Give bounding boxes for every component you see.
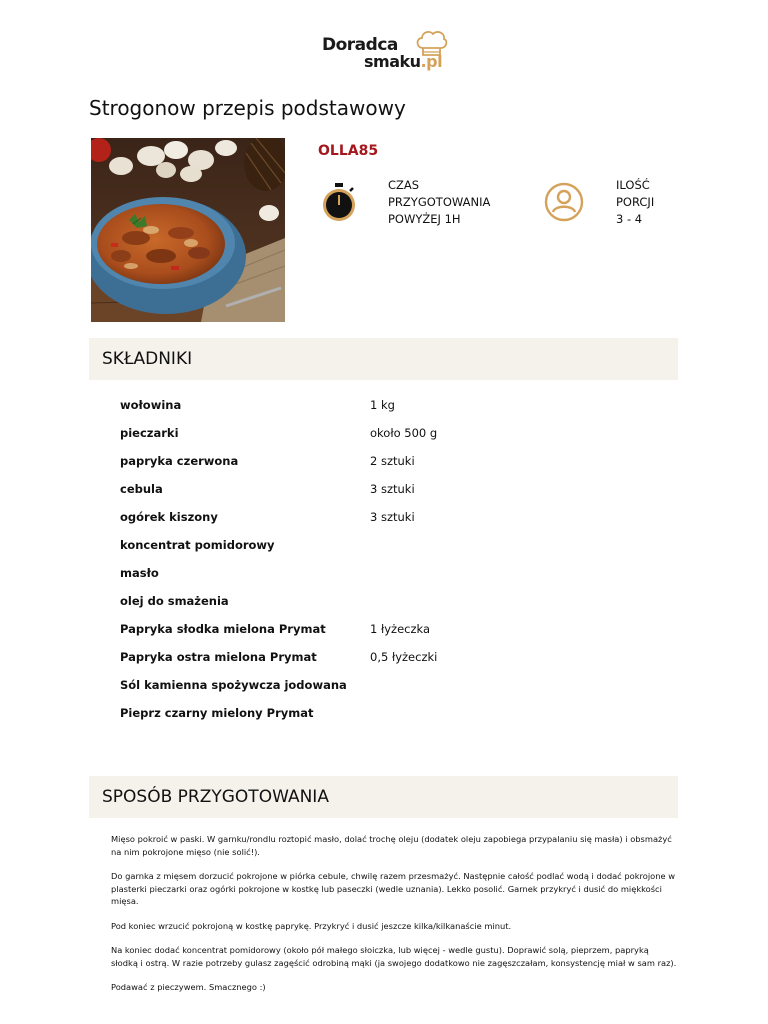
ingredient-name: Sól kamienna spożywcza jodowana — [120, 678, 347, 692]
ingredient-row — [120, 587, 640, 615]
ingredient-qty: 3 sztuki — [370, 510, 415, 524]
ingredients-title: SKŁADNIKI — [102, 349, 193, 369]
ingredient-qty: 1 łyżeczka — [370, 622, 431, 636]
stroganoff-bowl-photo — [91, 138, 285, 322]
ingredient-qty: 2 sztuki — [370, 454, 415, 468]
prep-time-info: CZAS PRZYGOTOWANIA POWYŻEJ 1H — [388, 178, 491, 226]
ingredient-row — [120, 699, 640, 727]
chef-hat-icon — [414, 28, 448, 58]
method-step: Na koniec dodać koncentrat pomidorowy (około pół małego słoiczka, lub więcej - wedle gustu). Doprawić solą, pieprzem, papryką słodką i ostrą. W razie potrzeby gulasz zagęścić odrobiną mąki (ja swojego dodatkowo nie zagęszczałam, konsystencję miał w sam raz). — [111, 945, 677, 968]
recipe-author[interactable]: OLLA85 — [318, 143, 379, 159]
method-step: Do garnka z mięsem dorzucić pokrojone w piórka cebule, chwilę razem przesmażyć. Następnie całość podlać wodą i dodać pokrojone w plasterki pieczarki oraz ogórki pokrojone w kostkę lub paseczki (wedle uznania). Lekko posolić. Garnek przykryć i dusić do miękkości mięsa. — [111, 871, 676, 906]
ingredient-row — [120, 643, 640, 671]
ingredient-name: Papryka słodka mielona Prymat — [120, 622, 326, 636]
ingredient-row — [120, 531, 640, 559]
site-logo[interactable] — [322, 28, 452, 74]
method-step: Podawać z pieczywem. Smacznego :) — [111, 982, 266, 992]
ingredient-row — [120, 503, 640, 531]
recipe-photo — [91, 138, 285, 322]
ingredient-name: Papryka ostra mielona Prymat — [120, 650, 317, 664]
recipe-title: Strogonow przepis podstawowy — [89, 96, 406, 120]
ingredient-name: pieczarki — [120, 426, 179, 440]
ingredient-qty: około 500 g — [370, 426, 438, 440]
ingredient-row — [120, 559, 640, 587]
ingredients-list — [120, 391, 640, 727]
ingredient-name: masło — [120, 566, 159, 580]
ingredient-qty: 0,5 łyżeczki — [370, 650, 438, 664]
ingredient-row — [120, 419, 640, 447]
ingredient-row — [120, 475, 640, 503]
method-header — [89, 776, 678, 818]
ingredient-qty: 1 kg — [370, 398, 395, 412]
ingredient-name: ogórek kiszony — [120, 510, 218, 524]
ingredient-qty: 3 sztuki — [370, 482, 415, 496]
servings-info: ILOŚĆ PORCJI 3 - 4 — [616, 178, 655, 226]
ingredient-name: cebula — [120, 482, 163, 496]
method-step: Pod koniec wrzucić pokrojoną w kostkę paprykę. Przykryć i dusić jeszcze kilka/kilkanaście minut. — [111, 920, 512, 931]
logo-text-line1: Doradca — [322, 35, 398, 55]
ingredient-name: Pieprz czarny mielony Prymat — [120, 706, 314, 720]
ingredient-row — [120, 671, 640, 699]
ingredient-name: papryka czerwona — [120, 454, 239, 468]
ingredients-header — [89, 338, 678, 380]
ingredient-name: koncentrat pomidorowy — [120, 538, 275, 552]
logo-text-line2: smaku.pl — [364, 52, 443, 71]
method-step: Mięso pokroić w paski. W garnku/rondlu roztopić masło, dolać trochę oleju (dodatek oleju zapobiega przypalaniu się masła) i obsmażyć na nim pokrojone mięso (nie solić!). — [111, 834, 672, 857]
person-icon — [544, 182, 584, 222]
ingredient-row — [120, 447, 640, 475]
method-steps — [111, 833, 677, 1006]
stopwatch-icon — [320, 182, 358, 222]
ingredient-name: olej do smażenia — [120, 594, 229, 608]
ingredient-row — [120, 615, 640, 643]
method-title: SPOSÓB PRZYGOTOWANIA — [102, 787, 329, 807]
ingredient-row — [120, 391, 640, 419]
ingredient-name: wołowina — [120, 398, 182, 412]
